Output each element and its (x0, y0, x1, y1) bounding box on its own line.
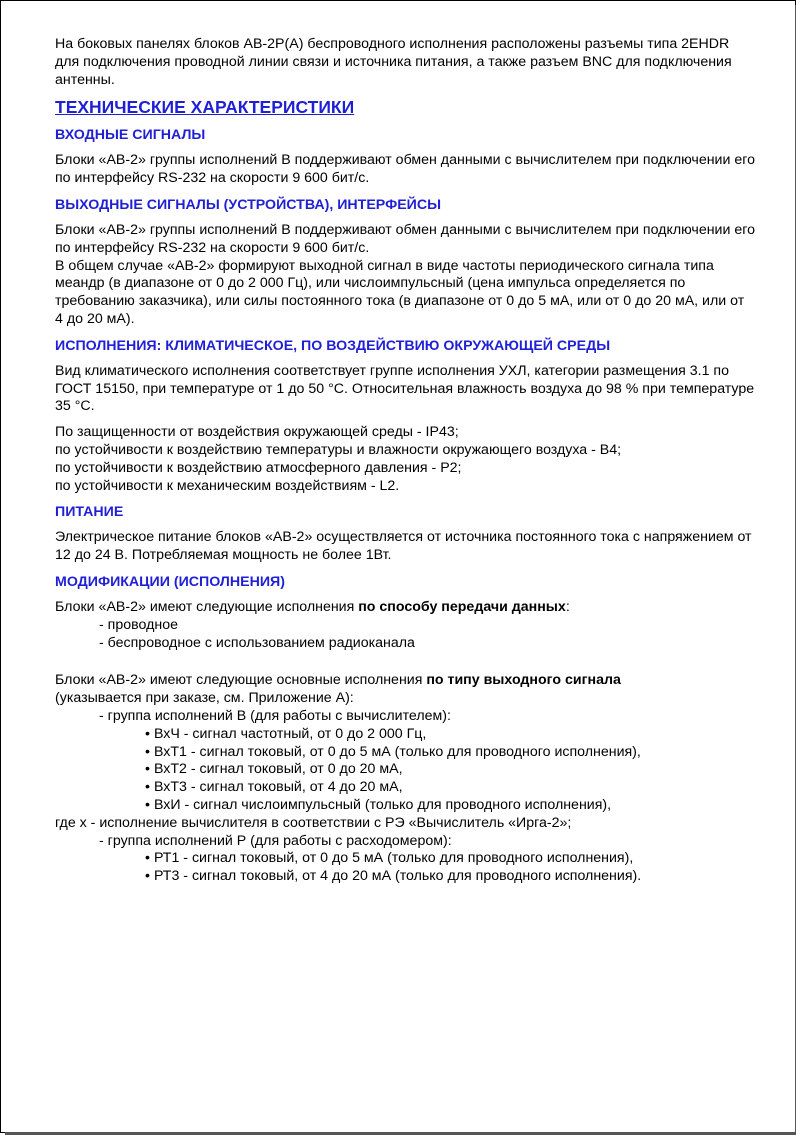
output-lead-text: Блоки «АВ-2» имеют следующие основные исполнения (55, 672, 427, 689)
climate-paragraph: Вид климатического исполнения соответствует группе исполнения УХЛ, категории размещения 3.1 по ГОСТ 15150, при температуре от 1 до 50 °С. Относительная влажность воздуха до 98 % при температуре 35 °С. (55, 362, 755, 415)
power-heading: ПИТАНИЕ (55, 504, 124, 521)
main-heading: ТЕХНИЧЕСКИЕ ХАРАКТЕРИСТИКИ (55, 97, 355, 118)
transfer-lead-text: Блоки «АВ-2» имеют следующие исполнения (55, 598, 359, 615)
output-type-note: (указывается при заказе, см. Приложение А): (55, 690, 354, 707)
group-p-item: • РТ3 - сигнал токовый, от 4 до 20 мА (только для проводного исполнения). (55, 868, 755, 886)
output-paragraph-2: В общем случае «АВ-2» формируют выходной сигнал в виде частоты периодического сигнала типа меандр (в диапазоне от 0 до 2 000 Гц), или числоимпульсный (цена импульса определяется по требованию заказчика), или силы постоянного тока (в диапазоне от 0 до 5 мА, или от 0 до 20 мА, или от 4 до 20 мА). (55, 257, 745, 327)
group-b-item: • ВхТ1 - сигнал токовый, от 0 до 5 мА (только для проводного исполнения), (55, 744, 755, 762)
group-p-item: • РТ1 - сигнал токовый, от 0 до 5 мА (только для проводного исполнения), (55, 850, 755, 868)
input-heading: ВХОДНЫЕ СИГНАЛЫ (55, 127, 206, 144)
climate-heading: ИСПОЛНЕНИЯ: КЛИМАТИЧЕСКОЕ, ПО ВОЗДЕЙСТВИЮ ОКРУЖАЮЩЕЙ СРЕДЫ (55, 337, 611, 354)
transfer-item: - беспроводное с использованием радиоканала (99, 634, 415, 651)
output-type-lead-line (55, 672, 755, 690)
protection-line: по устойчивости к механическим воздействиям - L2. (55, 477, 400, 494)
transfer-item: - проводное (99, 616, 178, 633)
group-b-item: • ВхЧ - сигнал частотный, от 0 до 2 000 Гц, (55, 726, 755, 744)
output-heading: ВЫХОДНЫЕ СИГНАЛЫ (УСТРОЙСТВА), ИНТЕРФЕЙСЫ (55, 196, 441, 213)
transfer-bold-text: по способу передачи данных (358, 598, 566, 615)
where-x-note: где х - исполнение вычислителя в соответствии с РЭ «Вычислитель «Ирга-2»; (55, 814, 572, 831)
intro-paragraph: На боковых панелях блоков АВ-2Р(А) беспроводного исполнения расположены разъемы типа 2EHDR для подключения проводной линии связи и источника питания, а также разъем BNC для подключения антенны. (55, 36, 732, 88)
group-b-item: • ВхТ3 - сигнал токовый, от 4 до 20 мА, (55, 779, 755, 797)
transfer-lead-line (55, 599, 755, 617)
protection-line: по устойчивости к воздействию атмосферного давления - Р2; (55, 459, 462, 476)
group-b-item: • ВхТ2 - сигнал токовый, от 0 до 20 мА, (55, 761, 755, 779)
transfer-tail-text: : (565, 598, 570, 615)
group-b-item: • ВхИ - сигнал числоимпульсный (только для проводного исполнения), (55, 797, 755, 815)
group-p-heading: - группа исполнений Р (для работы с расходомером): (99, 832, 452, 849)
output-paragraph-1: Блоки «АВ-2» группы исполнений В поддерживают обмен данными с вычислителем при подключении его по интерфейсу RS-232 на скорости 9 600 бит/с. (55, 221, 755, 256)
document-content (55, 36, 755, 886)
power-paragraph: Электрическое питание блоков «АВ-2» осуществляется от источника постоянного тока с напряжением от 12 до 24 В. Потребляемая мощность не более 1Вт. (55, 529, 752, 564)
protection-line: по устойчивости к воздействию температуры и влажности окружающего воздуха - В4; (55, 441, 622, 458)
protection-list (55, 424, 755, 495)
group-b-heading: - группа исполнений В (для работы с вычислителем): (99, 707, 451, 724)
protection-line: По защищенности от воздействия окружающей среды - IP43; (55, 424, 459, 441)
output-bold-text: по типу выходного сигнала (426, 672, 621, 689)
mods-heading: МОДИФИКАЦИИ (ИСПОЛНЕНИЯ) (55, 573, 285, 590)
input-paragraph: Блоки «АВ-2» группы исполнений В поддерживают обмен данными с вычислителем при подключении его по интерфейсу RS-232 на скорости 9 600 бит/с. (55, 152, 755, 187)
